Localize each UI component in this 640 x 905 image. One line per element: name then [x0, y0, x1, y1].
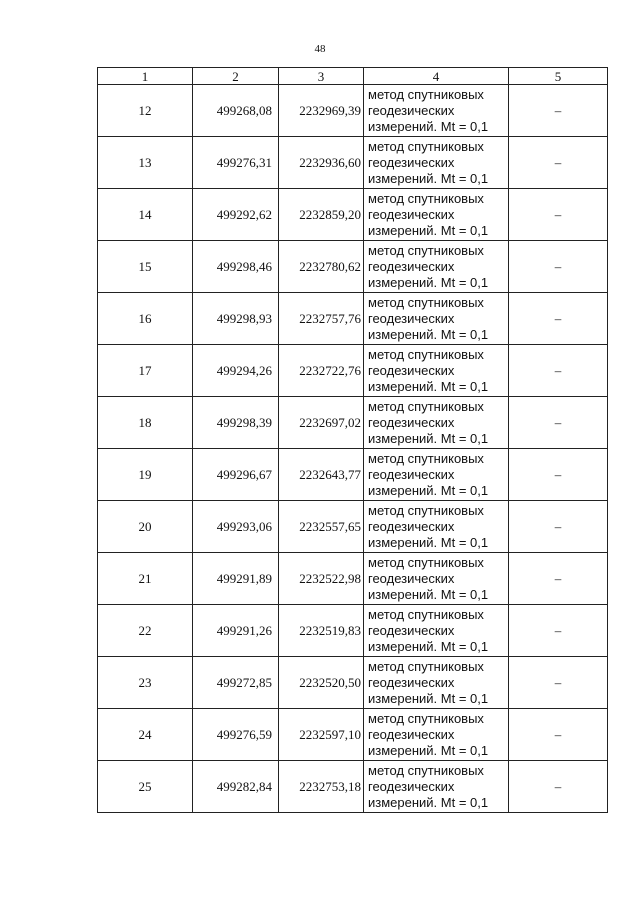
method-line: измерений. Mt = 0,1	[368, 794, 489, 810]
point-number-cell: 14	[98, 189, 193, 241]
method-line: метод спутниковых	[368, 346, 484, 362]
note-cell: –	[509, 397, 608, 449]
method-line: геодезических	[368, 726, 455, 742]
method-line: геодезических	[368, 154, 455, 170]
x-coordinate-cell: 499294,26	[193, 345, 279, 397]
method-line: измерений. Mt = 0,1	[368, 690, 489, 706]
y-coordinate-cell: 2232557,65	[279, 501, 364, 553]
y-coordinate-cell: 2232722,76	[279, 345, 364, 397]
method-line: геодезических	[368, 414, 455, 430]
method-line: метод спутниковых	[368, 450, 484, 466]
method-line: измерений. Mt = 0,1	[368, 326, 489, 342]
method-line: измерений. Mt = 0,1	[368, 638, 489, 654]
y-coordinate-cell: 2232780,62	[279, 241, 364, 293]
x-coordinate-cell: 499272,85	[193, 657, 279, 709]
table-body	[98, 85, 608, 813]
table-row	[98, 449, 608, 501]
method-line: геодезических	[368, 102, 455, 118]
table-row	[98, 345, 608, 397]
point-number-cell: 23	[98, 657, 193, 709]
column-header-4: 4	[364, 68, 509, 85]
y-coordinate-cell: 2232520,50	[279, 657, 364, 709]
x-coordinate-cell: 499276,59	[193, 709, 279, 761]
x-coordinate-cell: 499298,93	[193, 293, 279, 345]
method-line: измерений. Mt = 0,1	[368, 430, 489, 446]
method-line: измерений. Mt = 0,1	[368, 534, 489, 550]
note-cell: –	[509, 501, 608, 553]
x-coordinate-cell: 499293,06	[193, 501, 279, 553]
method-line: метод спутниковых	[368, 294, 484, 310]
table-row	[98, 241, 608, 293]
y-coordinate-cell: 2232936,60	[279, 137, 364, 189]
method-cell	[364, 553, 509, 605]
page-number: 48	[314, 43, 326, 55]
note-cell: –	[509, 605, 608, 657]
table-row	[98, 189, 608, 241]
point-number-cell: 13	[98, 137, 193, 189]
method-cell	[364, 397, 509, 449]
table-row	[98, 657, 608, 709]
x-coordinate-cell: 499298,39	[193, 397, 279, 449]
y-coordinate-cell: 2232969,39	[279, 85, 364, 137]
note-cell: –	[509, 761, 608, 813]
method-line: геодезических	[368, 622, 455, 638]
method-line: геодезических	[368, 206, 455, 222]
method-cell	[364, 709, 509, 761]
note-cell: –	[509, 657, 608, 709]
table-row	[98, 397, 608, 449]
method-cell	[364, 293, 509, 345]
note-cell: –	[509, 137, 608, 189]
table-row	[98, 293, 608, 345]
x-coordinate-cell: 499291,26	[193, 605, 279, 657]
table-header-row	[98, 68, 608, 85]
note-cell: –	[509, 85, 608, 137]
method-line: измерений. Mt = 0,1	[368, 118, 489, 134]
method-line: метод спутниковых	[368, 606, 484, 622]
note-cell: –	[509, 709, 608, 761]
table-row	[98, 709, 608, 761]
x-coordinate-cell: 499292,62	[193, 189, 279, 241]
table-row	[98, 761, 608, 813]
y-coordinate-cell: 2232757,76	[279, 293, 364, 345]
method-line: измерений. Mt = 0,1	[368, 222, 489, 238]
column-header-2: 2	[193, 68, 279, 85]
y-coordinate-cell: 2232697,02	[279, 397, 364, 449]
method-cell	[364, 657, 509, 709]
coordinates-table	[97, 67, 608, 813]
note-cell: –	[509, 241, 608, 293]
y-coordinate-cell: 2232643,77	[279, 449, 364, 501]
column-header-3: 3	[279, 68, 364, 85]
method-line: геодезических	[368, 310, 455, 326]
point-number-cell: 25	[98, 761, 193, 813]
method-line: геодезических	[368, 518, 455, 534]
point-number-cell: 22	[98, 605, 193, 657]
method-line: метод спутниковых	[368, 242, 484, 258]
method-line: измерений. Mt = 0,1	[368, 482, 489, 498]
note-cell: –	[509, 189, 608, 241]
y-coordinate-cell: 2232522,98	[279, 553, 364, 605]
method-line: метод спутниковых	[368, 762, 484, 778]
method-line: метод спутниковых	[368, 138, 484, 154]
y-coordinate-cell: 2232597,10	[279, 709, 364, 761]
note-cell: –	[509, 553, 608, 605]
method-line: метод спутниковых	[368, 710, 484, 726]
point-number-cell: 12	[98, 85, 193, 137]
method-cell	[364, 605, 509, 657]
method-line: измерений. Mt = 0,1	[368, 742, 489, 758]
x-coordinate-cell: 499298,46	[193, 241, 279, 293]
point-number-cell: 17	[98, 345, 193, 397]
method-cell	[364, 449, 509, 501]
method-cell	[364, 761, 509, 813]
note-cell: –	[509, 345, 608, 397]
y-coordinate-cell: 2232753,18	[279, 761, 364, 813]
method-cell	[364, 345, 509, 397]
column-header-5: 5	[509, 68, 608, 85]
method-line: геодезических	[368, 674, 455, 690]
method-line: метод спутниковых	[368, 190, 484, 206]
x-coordinate-cell: 499276,31	[193, 137, 279, 189]
method-cell	[364, 85, 509, 137]
method-line: геодезических	[368, 778, 455, 794]
table-row	[98, 605, 608, 657]
method-line: метод спутниковых	[368, 658, 484, 674]
x-coordinate-cell: 499282,84	[193, 761, 279, 813]
table-row	[98, 501, 608, 553]
method-cell	[364, 137, 509, 189]
point-number-cell: 15	[98, 241, 193, 293]
method-line: метод спутниковых	[368, 554, 484, 570]
y-coordinate-cell: 2232859,20	[279, 189, 364, 241]
x-coordinate-cell: 499291,89	[193, 553, 279, 605]
note-cell: –	[509, 293, 608, 345]
y-coordinate-cell: 2232519,83	[279, 605, 364, 657]
point-number-cell: 16	[98, 293, 193, 345]
table-row	[98, 553, 608, 605]
x-coordinate-cell: 499296,67	[193, 449, 279, 501]
method-line: измерений. Mt = 0,1	[368, 378, 489, 394]
point-number-cell: 20	[98, 501, 193, 553]
point-number-cell: 18	[98, 397, 193, 449]
table-row	[98, 137, 608, 189]
method-line: геодезических	[368, 570, 455, 586]
point-number-cell: 24	[98, 709, 193, 761]
method-line: геодезических	[368, 362, 455, 378]
method-line: геодезических	[368, 466, 455, 482]
x-coordinate-cell: 499268,08	[193, 85, 279, 137]
method-line: метод спутниковых	[368, 86, 484, 102]
method-cell	[364, 241, 509, 293]
point-number-cell: 19	[98, 449, 193, 501]
method-line: геодезических	[368, 258, 455, 274]
point-number-cell: 21	[98, 553, 193, 605]
method-line: измерений. Mt = 0,1	[368, 274, 489, 290]
method-cell	[364, 189, 509, 241]
method-line: измерений. Mt = 0,1	[368, 586, 489, 602]
table-row	[98, 85, 608, 137]
column-header-1: 1	[98, 68, 193, 85]
method-line: метод спутниковых	[368, 502, 484, 518]
method-line: метод спутниковых	[368, 398, 484, 414]
note-cell: –	[509, 449, 608, 501]
method-cell	[364, 501, 509, 553]
method-line: измерений. Mt = 0,1	[368, 170, 489, 186]
